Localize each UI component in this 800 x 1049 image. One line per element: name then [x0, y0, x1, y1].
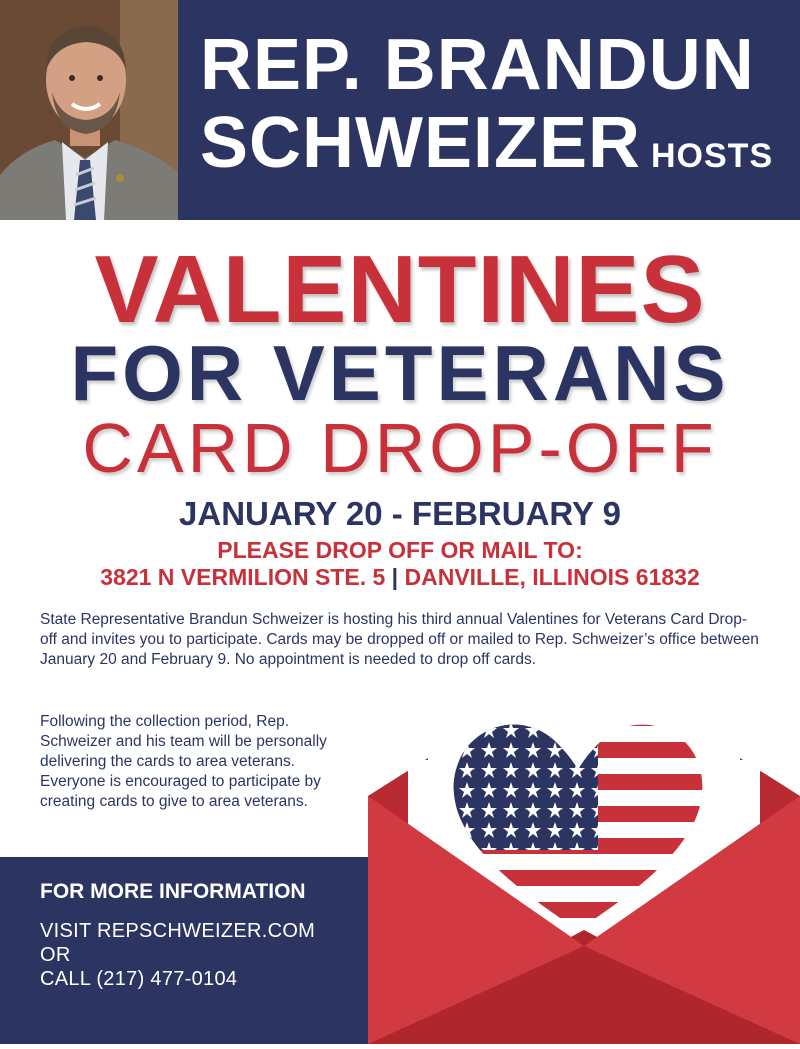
address-separator: | — [391, 564, 399, 590]
address-city: DANVILLE, ILLINOIS 61832 — [404, 564, 700, 590]
info-call-phone[interactable]: CALL (217) 477-0104 — [40, 968, 238, 990]
info-visit-link[interactable]: VISIT REPSCHWEIZER.COM — [40, 920, 316, 942]
envelope-flag-heart-icon — [368, 700, 800, 1044]
title-for-veterans: FOR VETERANS — [70, 329, 730, 417]
portrait-photo — [0, 0, 178, 220]
body-paragraph-1: State Representative Brandun Schweizer is hosting his third annual Valentines for Veterans Card Drop-off and invites you to participate. Cards may be dropped off or mailed to Rep. Schweizer’s office between January 20 and February 9. No appointment is needed to drop off cards. — [40, 611, 759, 668]
title-valentines: VALENTINES — [94, 236, 706, 343]
header-name-line2 — [200, 104, 790, 182]
header-hosts: HOSTS — [651, 137, 774, 175]
header-name-line1: REP. BRANDUN — [200, 25, 755, 105]
header-surname: SCHWEIZER — [200, 103, 641, 183]
event-dates: JANUARY 20 - FEBRUARY 9 — [179, 495, 621, 532]
info-title: FOR MORE INFORMATION — [40, 880, 306, 903]
address-street: 3821 N VERMILION STE. 5 — [100, 564, 386, 590]
info-or: OR — [40, 944, 71, 966]
title-card-drop-off: CARD DROP-OFF — [82, 409, 718, 487]
drop-off-label: PLEASE DROP OFF OR MAIL TO: — [217, 537, 583, 563]
event-address — [0, 562, 800, 592]
body-paragraph-2: Following the collection period, Rep. Schweizer and his team will be personally delivering the cards to area veterans. Everyone is encouraged to participate by creating cards to give to area veterans. — [40, 713, 327, 810]
